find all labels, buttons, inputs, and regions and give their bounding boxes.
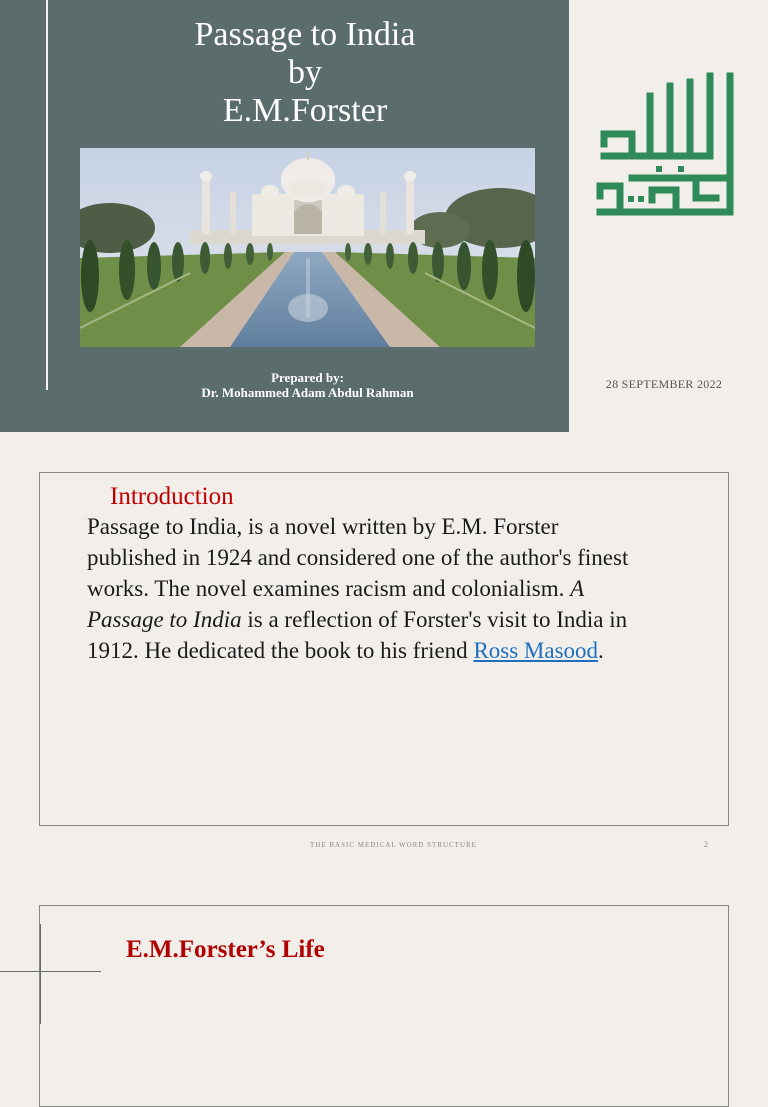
introduction-frame bbox=[39, 472, 729, 826]
prepared-by-label: Prepared by: bbox=[271, 370, 344, 385]
ross-masood-link[interactable]: Ross Masood bbox=[473, 638, 599, 663]
taj-mahal-photo bbox=[80, 148, 535, 347]
decorative-horizontal-line bbox=[0, 971, 101, 972]
university-calligraphy-logo bbox=[592, 72, 738, 220]
decorative-vertical-line bbox=[46, 0, 48, 390]
forster-life-slide bbox=[0, 864, 768, 1024]
title-line-2: by bbox=[288, 54, 322, 91]
title-panel bbox=[0, 0, 569, 432]
title-line-3: E.M.Forster bbox=[222, 92, 388, 129]
introduction-heading: Introduction bbox=[110, 483, 234, 510]
decorative-vertical-line bbox=[40, 924, 41, 1024]
title-line-1: Passage to India bbox=[194, 16, 416, 53]
body-text-part-2: is a reflection of Forster's visit to India in 1912. He dedicated the book to his friend bbox=[87, 607, 628, 663]
title-slide bbox=[0, 0, 768, 432]
page-number: 2 bbox=[704, 840, 708, 849]
introduction-body bbox=[87, 511, 647, 666]
author-name: Dr. Mohammed Adam Abdul Rahman bbox=[201, 385, 414, 400]
book-title-italic: A Passage to India bbox=[87, 576, 584, 632]
slide-title bbox=[60, 16, 550, 130]
prepared-by-block bbox=[120, 370, 495, 400]
life-heading: E.M.Forster’s Life bbox=[126, 936, 325, 963]
body-text-part-1: Passage to India, is a novel written by E.M. Forster published in 1924 and considered one of the author's finest works. The novel examines racism and colonialism. bbox=[87, 514, 629, 601]
introduction-slide bbox=[0, 432, 768, 864]
slide-footer: THE BASIC MEDICAL WORD STRUCTURE bbox=[310, 841, 477, 849]
body-text-end: . bbox=[598, 638, 604, 663]
presentation-date: 28 SEPTEMBER 2022 bbox=[605, 377, 723, 391]
